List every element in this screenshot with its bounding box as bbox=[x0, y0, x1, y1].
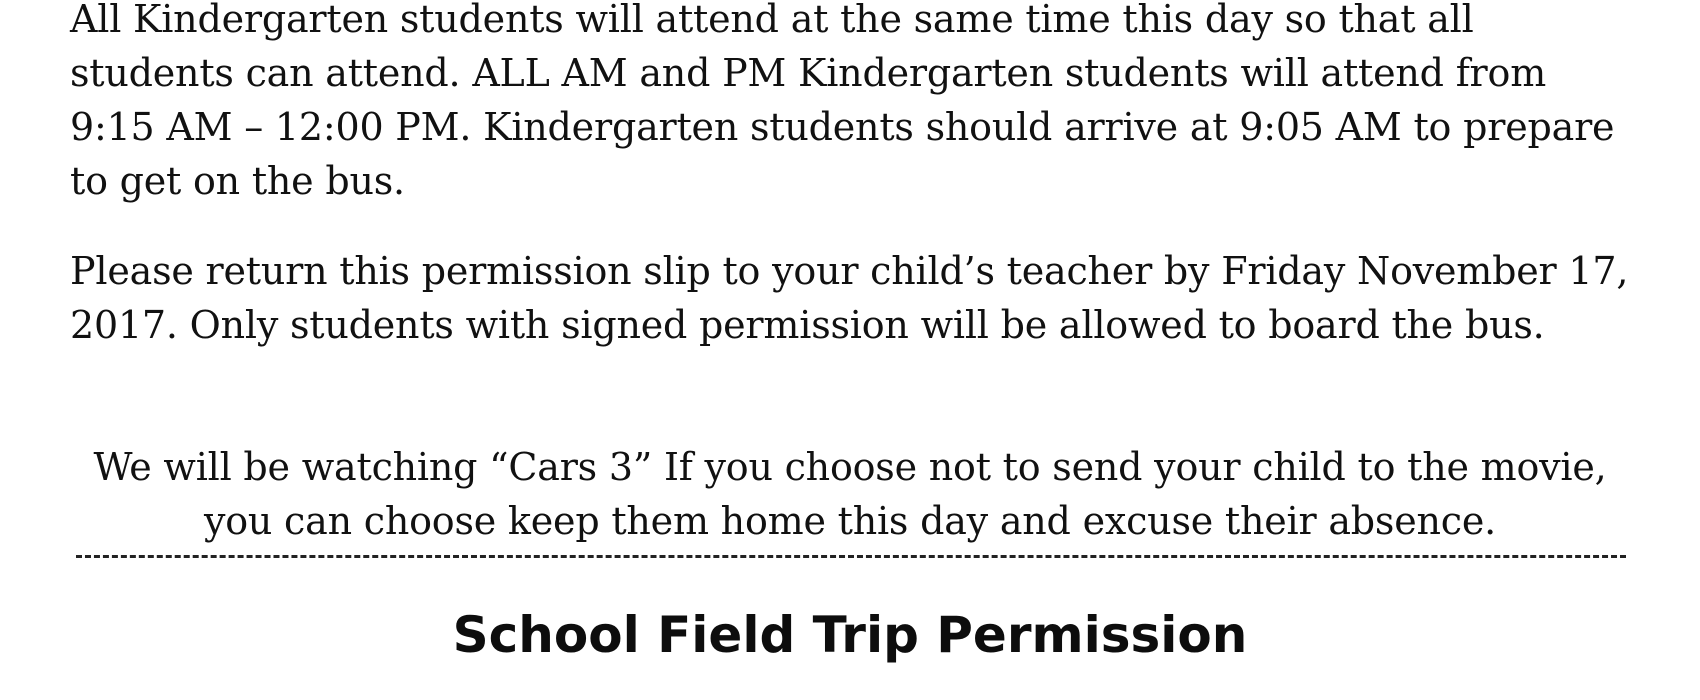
return-slip-paragraph: Please return this permission slip to your child’s teacher by Friday November 17, 2017. Only students with signed permission will be allowed to board the bus. bbox=[70, 249, 1629, 347]
cut-line-divider bbox=[76, 555, 1626, 558]
attendance-paragraph: All Kindergarten students will attend at the same time this day so that all students can attend. ALL AM and PM Kindergarten students will attend from 9:15 AM – 12:00 PM. Kindergarten students should arrive at 9:05 AM to prepare to get on the bus. bbox=[70, 0, 1615, 203]
document-page bbox=[70, 0, 1630, 700]
permission-heading: School Field Trip Permission bbox=[452, 606, 1248, 664]
movie-paragraph: We will be watching “Cars 3” If you choose not to send your child to the movie, you can choose keep them home this day and excuse their absence. bbox=[93, 445, 1607, 543]
